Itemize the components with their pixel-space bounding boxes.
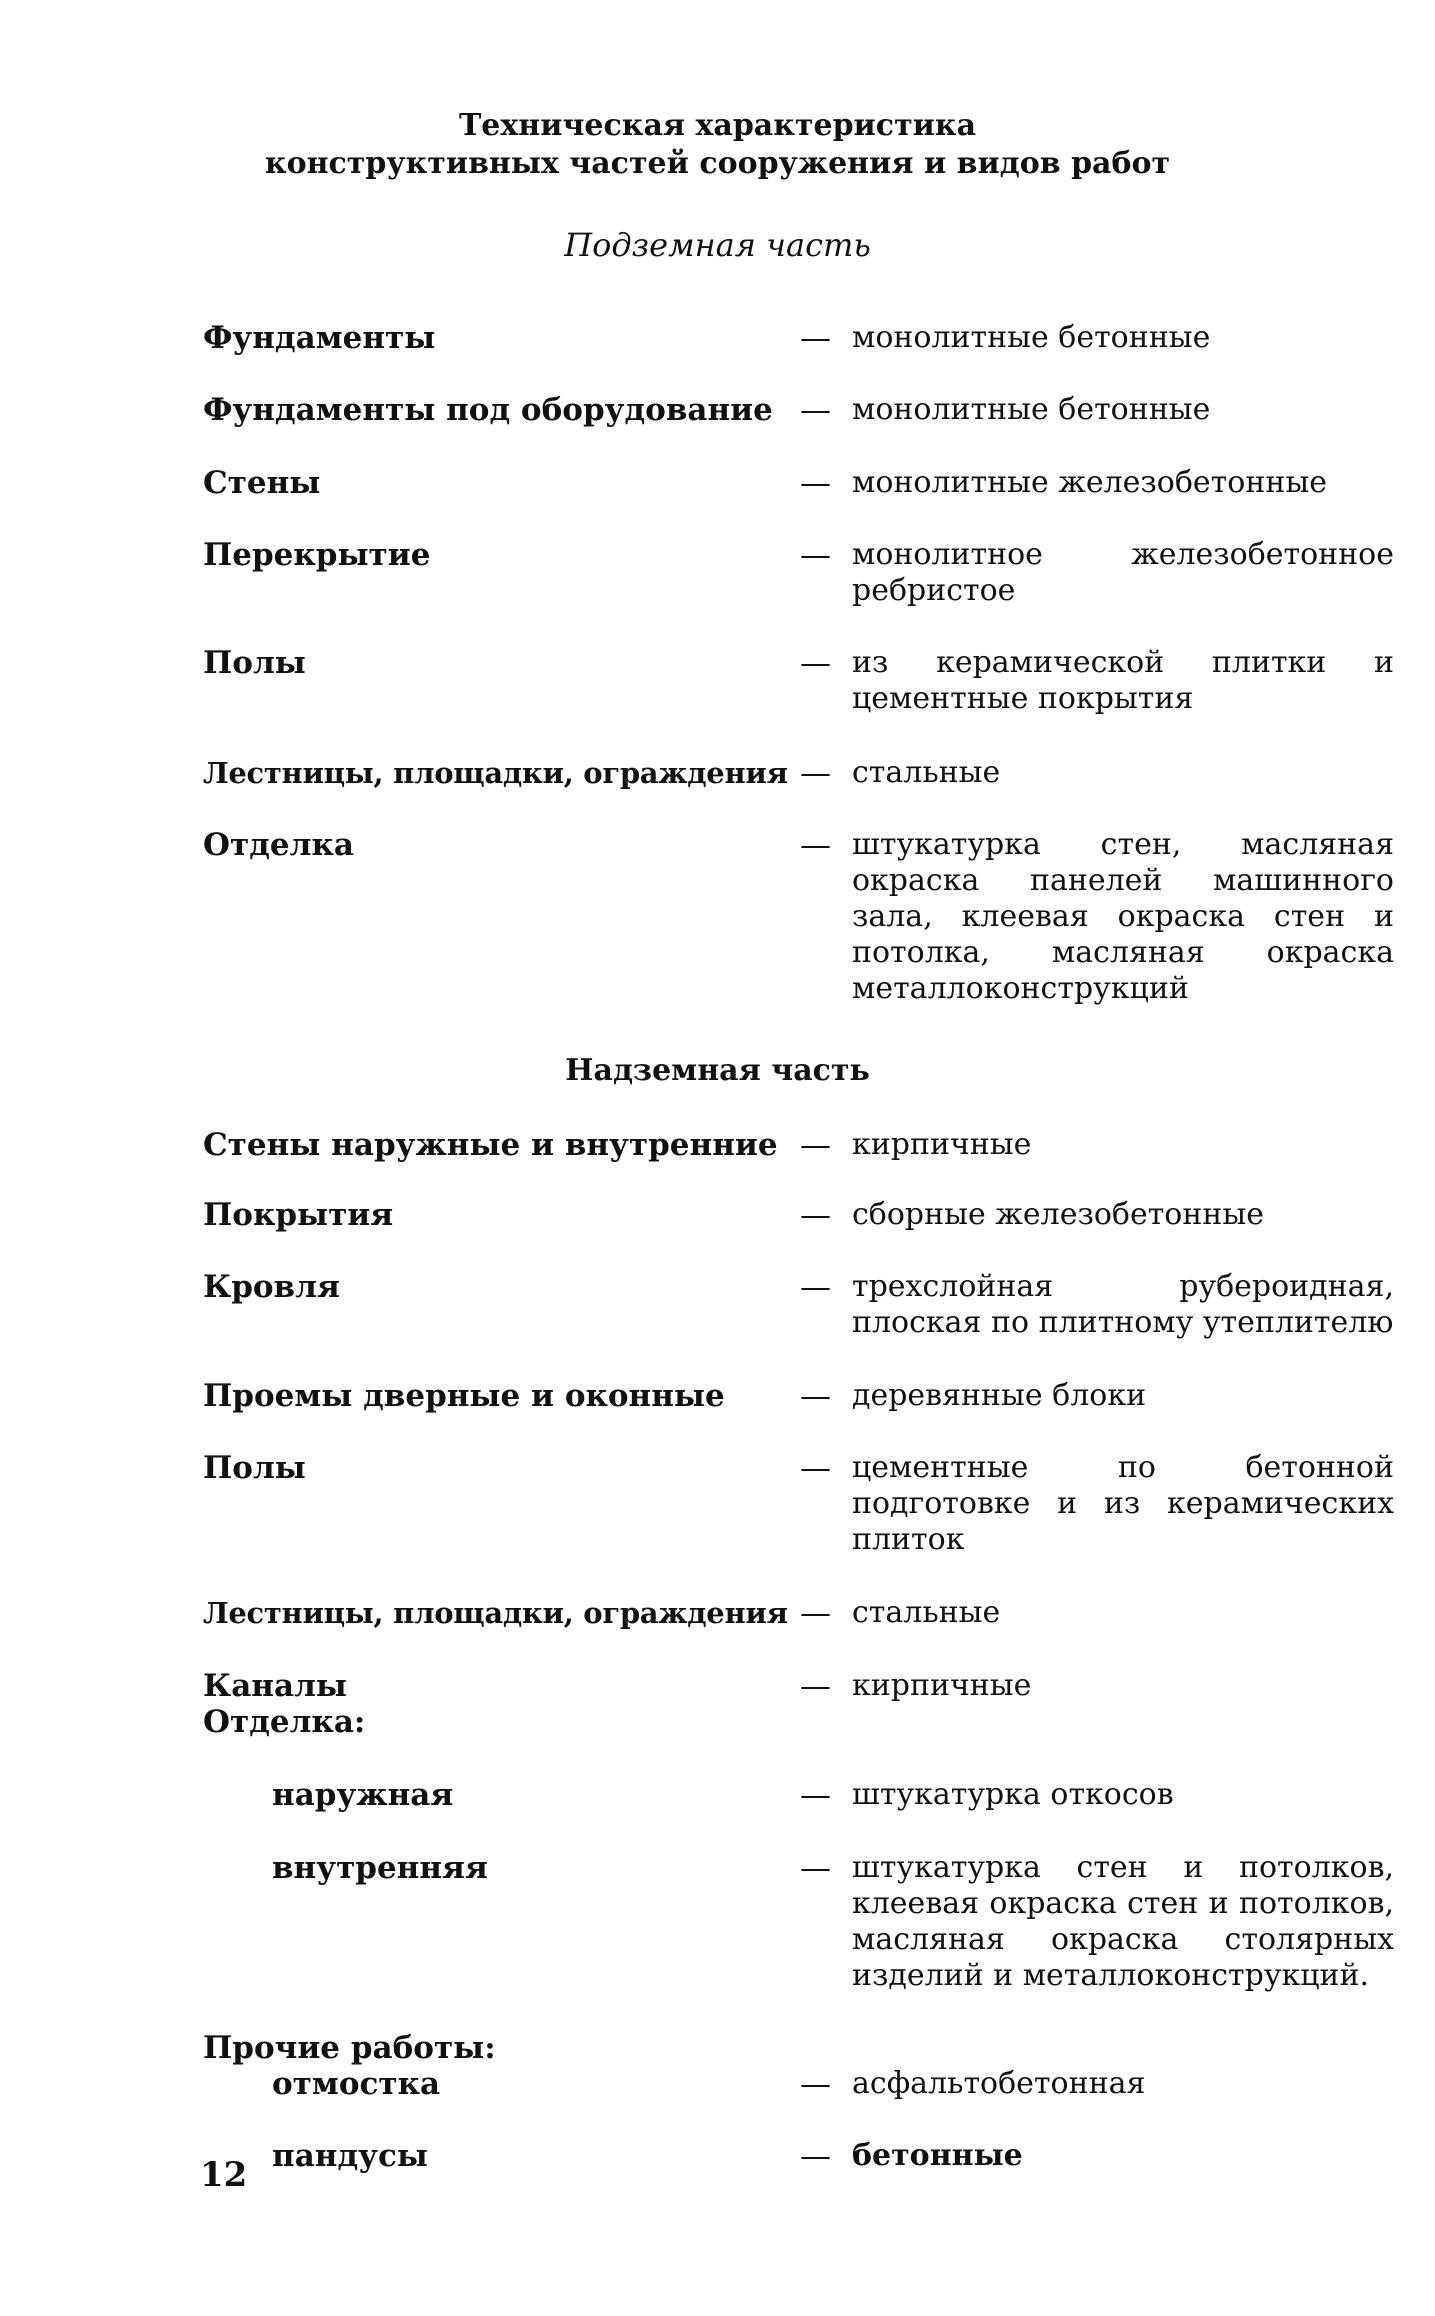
other-works-label: Прочие работы: [203, 2030, 496, 2066]
dash-separator: — [800, 1127, 831, 1163]
row-label-roofing-structure: Покрытия [203, 1197, 394, 1233]
row-value-finishing-outer: штукатурка откосов [852, 1777, 1174, 1812]
dash-separator: — [800, 827, 831, 863]
row-label-stairs-above: Лестницы, площадки, ограждения [203, 1596, 788, 1630]
row-value-blind-area: асфальтобетонная [852, 2066, 1146, 2101]
row-value-finishing-inner: штукатурка стен и потолков, клеевая окраска стен и потолков, масляная окраска столярных изделий и металлоконструкций. [852, 1850, 1394, 1993]
dash-separator: — [800, 1595, 831, 1631]
dash-separator: — [800, 392, 831, 428]
row-value-foundations: монолитные бетонные [852, 320, 1211, 355]
row-label-finishing-inner: внутренняя [272, 1850, 488, 1886]
dash-separator: — [800, 1850, 831, 1886]
row-value-stairs: стальные [852, 755, 1001, 790]
document-title-line-2: конструктивных частей сооружения и видов работ [264, 146, 1171, 181]
row-label-walls-outer-inner: Стены наружные и внутренние [203, 1127, 778, 1163]
dash-separator: — [800, 1197, 831, 1233]
row-value-stairs-above: стальные [852, 1595, 1001, 1630]
dash-separator: — [800, 320, 831, 356]
dash-separator: — [800, 537, 831, 573]
row-label-stairs: Лестницы, площадки, ограждения [203, 756, 788, 790]
dash-separator: — [800, 1450, 831, 1486]
row-value-equipment-foundations: монолитные бетонные [852, 392, 1211, 427]
page-number: 12 [200, 2155, 248, 2195]
row-label-floors: Полы [203, 645, 306, 681]
row-label-openings: Проемы дверные и оконные [203, 1378, 725, 1414]
row-value-walls-outer-inner: кирпичные [852, 1127, 1032, 1162]
dash-separator: — [800, 2066, 831, 2102]
row-value-roofing-structure: сборные железобетонные [852, 1197, 1264, 1232]
row-label-roof: Кровля [203, 1269, 340, 1305]
document-title-line-1: Техническая характеристика [458, 108, 977, 143]
row-value-roof: трехслойная рубероидная, плоская по плитному утеплителю [852, 1269, 1394, 1340]
row-label-ramps: пандусы [272, 2138, 428, 2174]
dash-separator: — [800, 465, 831, 501]
row-value-floors-above: цементные по бетонной подготовке и из керамических плиток [852, 1450, 1394, 1557]
row-value-openings: деревянные блоки [852, 1378, 1147, 1413]
row-label-finishing: Отделка [203, 827, 354, 863]
dash-separator: — [800, 1668, 831, 1704]
row-value-floors: из керамической плитки и цементные покрытия [852, 645, 1394, 716]
dash-separator: — [800, 2138, 831, 2174]
row-label-floors-above: Полы [203, 1450, 306, 1486]
row-label-blind-area: отмостка [272, 2066, 441, 2102]
row-label-equipment-foundations: Фундаменты под оборудование [203, 392, 773, 428]
section-heading-underground: Подземная часть [564, 226, 871, 264]
row-value-finishing: штукатурка стен, масляная окраска панелей машинного зала, клеевая окраска стен и потолка, масляная окраска металлоконструкций [852, 827, 1394, 1006]
dash-separator: — [800, 755, 831, 791]
row-value-floor-slab: монолитное железобетонное ребристое [852, 537, 1394, 608]
row-label-finishing-outer: наружная [272, 1777, 454, 1813]
row-label-floor-slab: Перекрытие [203, 537, 431, 573]
row-value-channels: кирпичные [852, 1668, 1032, 1703]
row-value-walls: монолитные железобетонные [852, 465, 1327, 500]
dash-separator: — [800, 1378, 831, 1414]
section-heading-aboveground: Надземная часть [565, 1053, 870, 1088]
row-label-foundations: Фундаменты [203, 320, 436, 356]
finishing-group-label: Отделка: [203, 1704, 366, 1740]
row-value-ramps: бетонные [852, 2138, 1023, 2173]
dash-separator: — [800, 645, 831, 681]
row-label-walls: Стены [203, 465, 321, 501]
dash-separator: — [800, 1777, 831, 1813]
row-label-channels: Каналы [203, 1668, 347, 1704]
dash-separator: — [800, 1269, 831, 1305]
